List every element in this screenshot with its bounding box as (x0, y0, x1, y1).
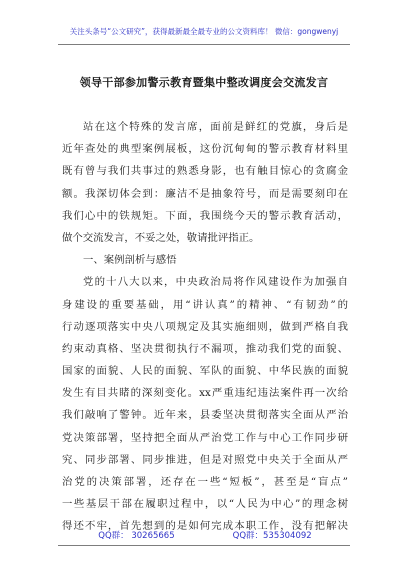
paragraph-line: 行动逐项落实中央八项规定及其实施细则，做到严格自我 (62, 320, 348, 333)
qq-group-2: QQ群：535304092 (232, 531, 312, 541)
paragraph-line: 约束动真格、坚决贯彻执行不漏项，推动我们党的面貌、 (62, 342, 348, 355)
paragraph-line: 国家的面貌、人民的面貌、军队的面貌、中华民族的面貌 (62, 365, 348, 378)
paragraph-line: 究、同步部署、同步推进，但是对照党中央关于全面从严 (62, 453, 348, 466)
paragraph-line: 党的十八大以来，中央政治局将作风建设作为加强自 (83, 276, 348, 289)
page-footer (62, 529, 348, 541)
paragraph-line: 治党的决策部署，还存在一些“短板”，甚至是“盲点” (62, 476, 348, 488)
paragraph-line: 近年查处的典型案例展板，这份沉甸甸的警示教育材料里 (62, 143, 348, 156)
paragraph-line: 得还不牢，首先想到的是如何完成本职工作，没有把解决 (62, 520, 348, 533)
qq-group-1: QQ群： 30265665 (98, 531, 175, 541)
paragraph-line: 站在这个特殊的发言席，面前是鲜红的党旗，身后是 (83, 121, 348, 133)
paragraph-line: 身建设的重要基础，用“讲认真”的精神、“有韧劲”的 (62, 298, 348, 311)
section-heading: 一、案例剖析与感悟 (83, 254, 177, 267)
paragraph-line: 做个交流发言，不妥之处，敬请批评指正。 (62, 231, 260, 244)
document-title: 领导干部参加警示教育暨集中整改调度会交流发言 (79, 76, 329, 89)
footer-divider (58, 545, 350, 546)
document-body (62, 116, 348, 538)
paragraph-line: 发生有目共睹的深刻变化。xx严重违纪违法案件再一次给 (62, 387, 348, 400)
paragraph-line: 额。我深切体会到：廉洁不是抽象符号，而是需要刻印在 (62, 187, 348, 200)
paragraph-line: 既有曾与我们共事过的熟悉身影，也有触目惊心的贪腐金 (62, 165, 348, 178)
paragraph-line: 我们心中的铁规矩。下面，我围绕今天的警示教育活动， (62, 209, 348, 222)
paragraph-line: 党决策部署，坚持把全面从严治党工作与中心工作同步研 (62, 431, 348, 444)
header-divider (58, 44, 350, 45)
paragraph-line: 我们敲响了警钟。近年来，县委坚决贯彻落实全面从严治 (62, 409, 348, 422)
page-header: 关注头条号“公文研究”，获得最新最全最专业的公文资料库！ 微信：gongwenyj (69, 27, 339, 36)
paragraph-line: 一些基层干部在履职过程中，以“人民为中心”的理念树 (62, 498, 348, 511)
